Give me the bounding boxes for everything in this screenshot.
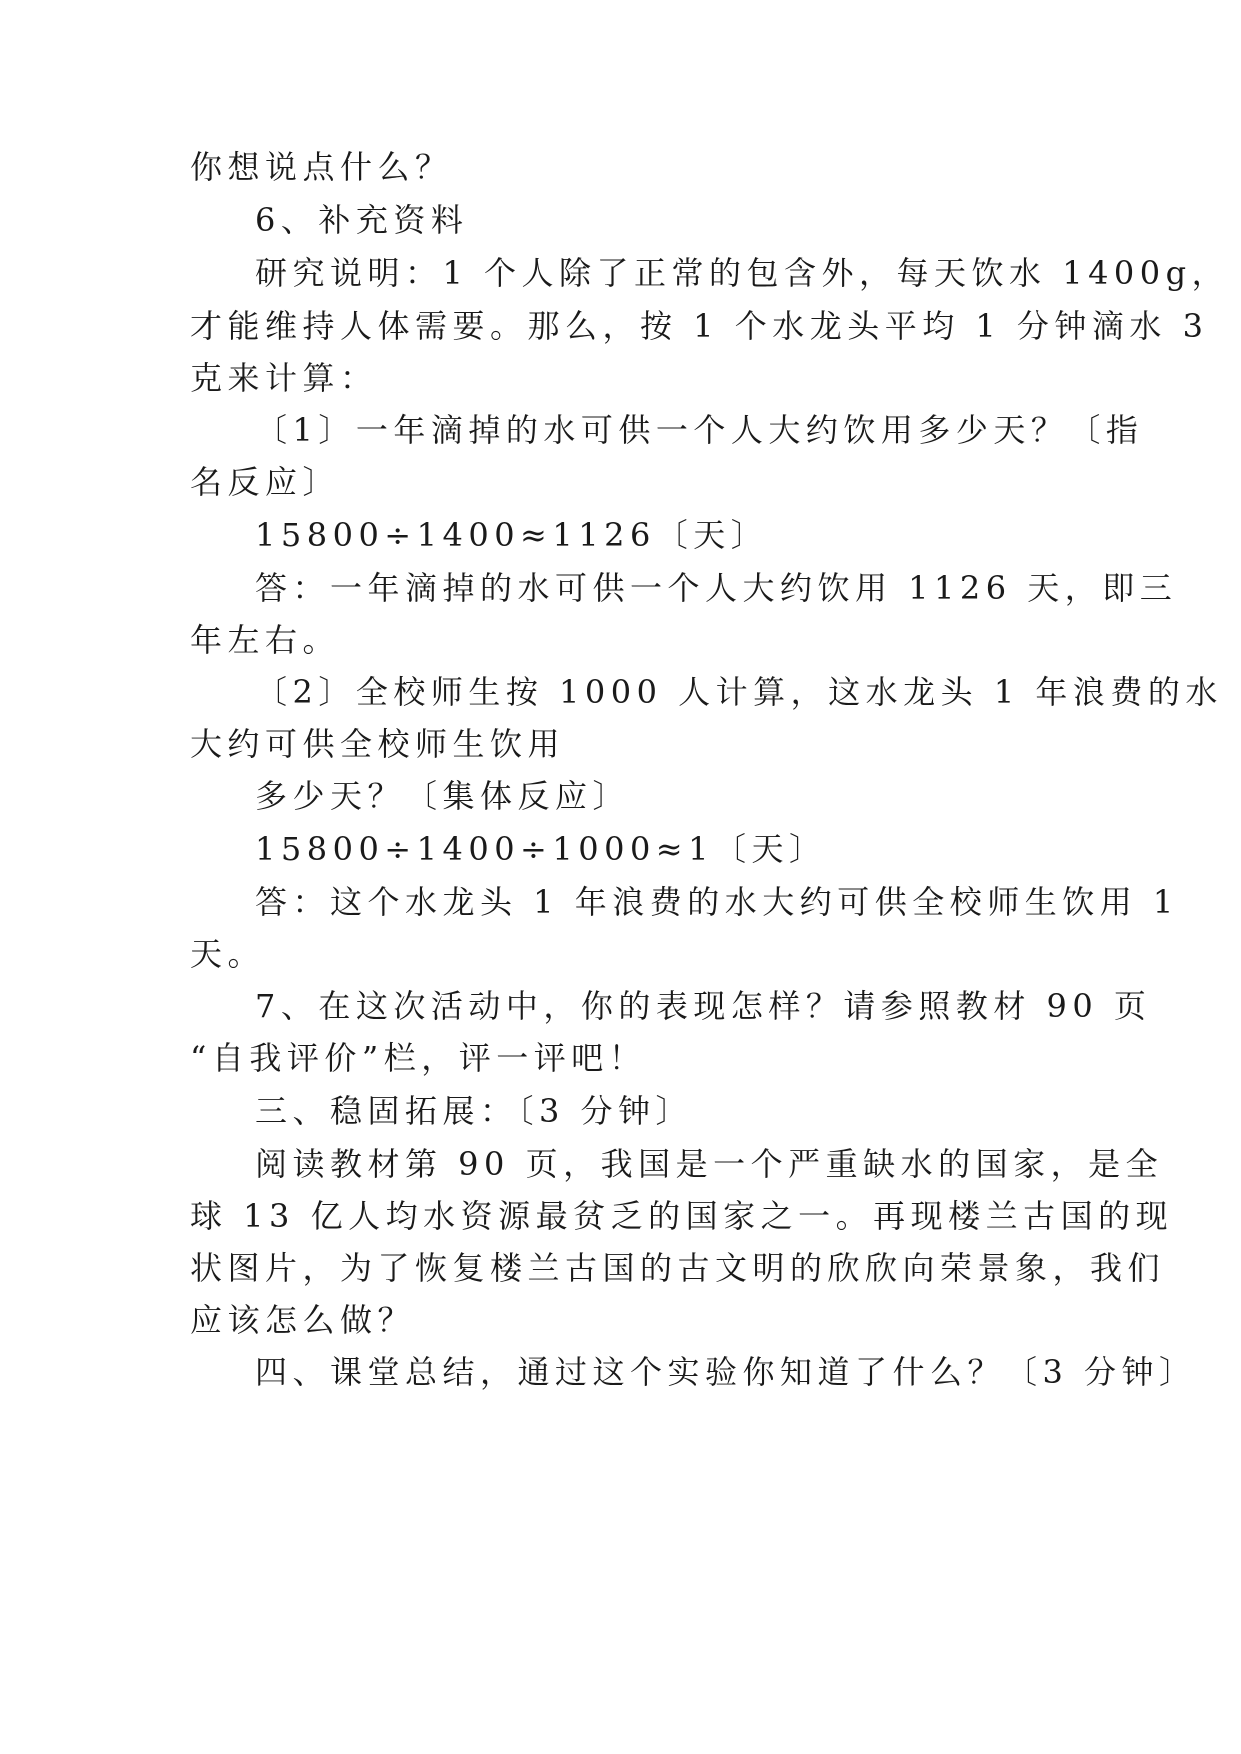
section-heading: 四、课堂总结，通过这个实验你知道了什么？〔3 分钟〕 [255,1353,1197,1391]
text-line: 阅读教材第 90 页，我国是一个严重缺水的国家，是全 [255,1145,1164,1183]
text-line: 年左右。 [190,621,341,659]
text-line: 研究说明：1 个人除了正常的包含外，每天饮水 1400g， [255,254,1230,292]
text-line: 大约可供全校师生饮用 [190,725,566,763]
text-line: 多少天？〔集体反应〕 [255,777,631,815]
text-line: 答：一年滴掉的水可供一个人大约饮用 1126 天，即三 [255,569,1178,607]
text-line: 应该怎么做？ [190,1301,416,1339]
section-heading: 6、补充资料 [255,201,469,239]
text-line: 状图片，为了恢复楼兰古国的古文明的欣欣向荣景象，我们 [190,1249,1166,1287]
text-line: 你想说点什么？ [190,148,453,186]
text-line: 克来计算： [190,359,378,397]
section-heading: 三、稳固拓展：〔3 分钟〕 [255,1092,694,1130]
text-line: 〔2〕全校师生按 1000 人计算，这水龙头 1 年浪费的水 [255,673,1223,711]
text-line: 球 13 亿人均水资源最贫乏的国家之一。再现楼兰古国的现 [190,1197,1174,1235]
text-line: 〔1〕一年滴掉的水可供一个人大约饮用多少天？〔指 [255,411,1144,449]
text-line: 答：这个水龙头 1 年浪费的水大约可供全校师生饮用 1 [255,883,1179,921]
text-line: 天。 [190,935,266,973]
formula-line: 15800÷1400≈1126〔天〕 [255,516,769,554]
text-line: 才能维持人体需要。那么，按 1 个水龙头平均 1 分钟滴水 3 [190,307,1209,345]
text-line: “自我评价”栏，评一评吧！ [190,1039,647,1077]
text-line: 7、在这次活动中，你的表现怎样？请参照教材 90 页 [255,987,1152,1025]
formula-line: 15800÷1400÷1000≈1〔天〕 [255,830,827,868]
text-line: 名反应〕 [190,463,341,501]
